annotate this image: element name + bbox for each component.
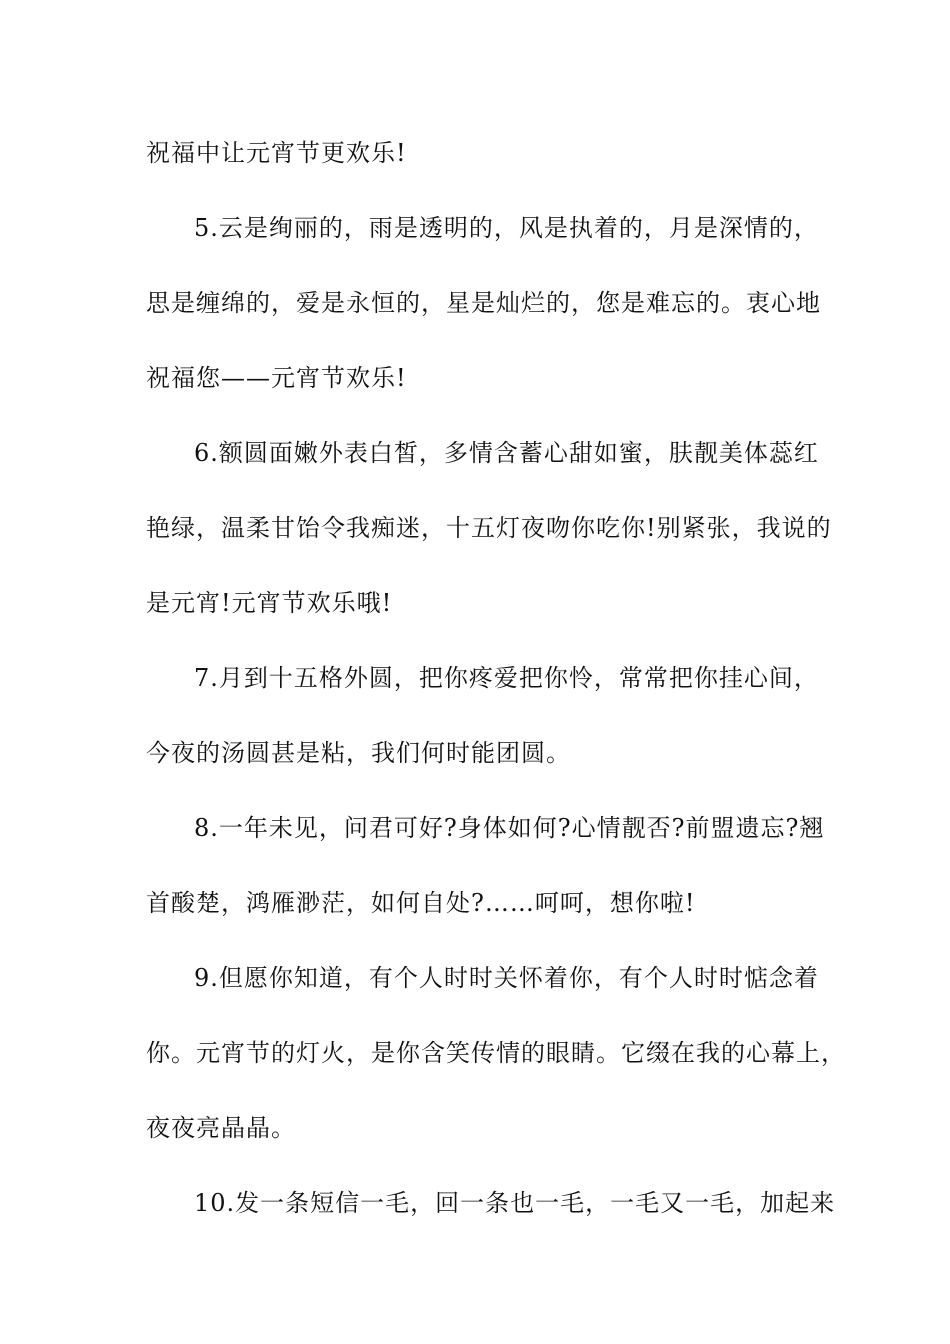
text-line: 艳绿，温柔甘饴令我痴迷，十五灯夜吻你吃你!别紧张，我说的	[146, 514, 832, 542]
paragraph-line: 7.月到十五格外圆，把你疼爱把你怜，常常把你挂心间，	[194, 664, 819, 692]
paragraph-line: 9.但愿你知道，有个人时时关怀着你，有个人时时惦念着	[194, 964, 819, 992]
text-line: 首酸楚，鸿雁渺茫，如何自处?……呵呵，想你啦!	[146, 889, 696, 917]
paragraph-line: 6.额圆面嫩外表白皙，多情含蓄心甜如蜜，肤靓美体蕊红	[194, 439, 819, 467]
text-line: 夜夜亮晶晶。	[146, 1114, 296, 1142]
paragraph-line: 10.发一条短信一毛，回一条也一毛，一毛又一毛，加起来	[194, 1189, 836, 1217]
text-line: 今夜的汤圆甚是粘，我们何时能团圆。	[146, 739, 571, 767]
text-line: 思是缠绵的，爱是永恒的，星是灿烂的，您是难忘的。衷心地	[146, 289, 821, 317]
text-line: 是元宵!元宵节欢乐哦!	[146, 589, 393, 617]
text-line: 你。元宵节的灯火，是你含笑传情的眼睛。它缀在我的心幕上，	[146, 1039, 846, 1067]
text-line: 祝福中让元宵节更欢乐!	[146, 139, 407, 167]
paragraph-line: 8.一年未见，问君可好?身体如何?心情靓否?前盟遗忘?翘	[194, 814, 825, 842]
text-line: 祝福您——元宵节欢乐!	[146, 364, 407, 392]
paragraph-line: 5.云是绚丽的，雨是透明的，风是执着的，月是深情的，	[194, 214, 819, 242]
